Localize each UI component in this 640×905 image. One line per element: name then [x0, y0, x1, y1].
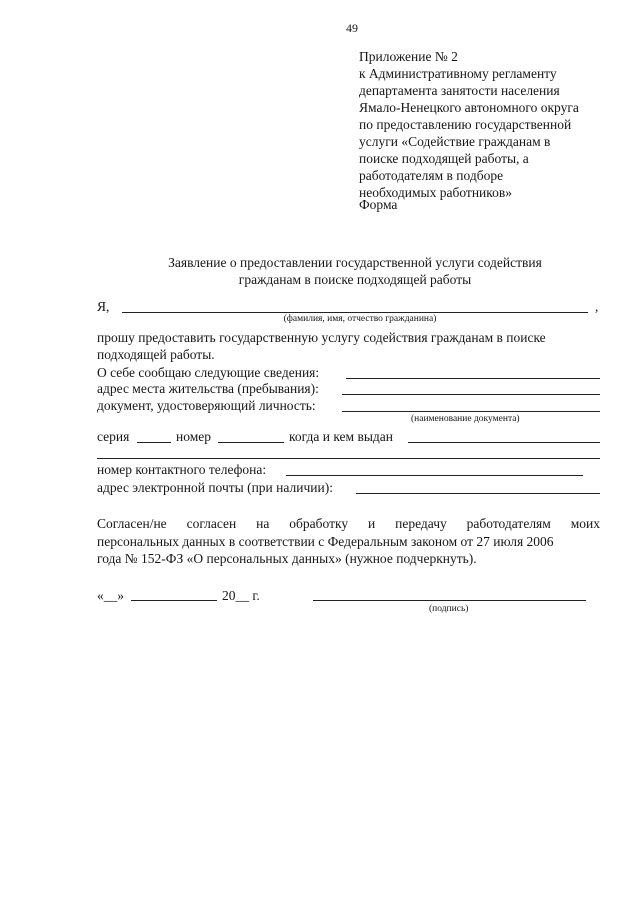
phone-field-line[interactable]: [286, 475, 583, 476]
form-label: Форма: [359, 197, 398, 212]
request-line2: подходящей работы.: [97, 347, 215, 362]
phone-label: номер контактного телефона:: [97, 462, 267, 477]
fio-caption: (фамилия, имя, отчество гражданина): [283, 314, 437, 324]
email-label: адрес электронной почты (при наличии):: [97, 480, 333, 495]
consent-word: обработку: [289, 516, 349, 531]
issued-label: когда и кем выдан: [289, 429, 393, 444]
appendix-line: услуги «Содействие гражданам в: [359, 134, 551, 149]
consent-word: Согласен/не: [97, 516, 167, 531]
address-label: адрес места жительства (пребывания):: [97, 381, 319, 396]
series-label: серия: [97, 429, 130, 444]
consent-line3: года № 152-ФЗ «О персональных данных» (нужное подчеркнуть).: [97, 551, 477, 566]
signature-field-line[interactable]: [313, 600, 586, 601]
consent-word: моих: [570, 516, 600, 531]
date-day: «__»: [97, 588, 124, 603]
appendix-line: департамента занятости населения: [359, 83, 560, 98]
document-label: документ, удостоверяющий личность:: [97, 398, 316, 413]
appendix-line: поиске подходящей работы, а: [359, 151, 529, 166]
consent-word: согласен: [186, 516, 237, 531]
document-field-line[interactable]: [342, 411, 600, 412]
request-line1: прошу предоставить государственную услугу содействия гражданам в поиске: [97, 330, 546, 345]
consent-word: и: [368, 516, 376, 531]
appendix-line: Приложение № 2: [359, 49, 458, 64]
appendix-line: Ямало-Ненецкого автономного округа: [359, 100, 579, 115]
number-field-line[interactable]: [218, 442, 284, 443]
consent-word: передачу: [395, 516, 447, 531]
date-year: 20__ г.: [222, 588, 260, 603]
document-title-line2: гражданам в поиске подходящей работы: [238, 272, 472, 287]
about-label: О себе сообщаю следующие сведения:: [97, 365, 320, 380]
fio-field-line[interactable]: [122, 312, 588, 313]
appendix-block: [359, 48, 579, 201]
issued-continuation-line[interactable]: [97, 458, 600, 459]
consent-word: на: [256, 516, 270, 531]
consent-word: работодателям: [466, 516, 551, 531]
document-caption: (наименование документа): [411, 414, 520, 424]
signature-caption: (подпись): [429, 604, 469, 614]
i-label: Я,: [97, 299, 110, 314]
appendix-line: необходимых работников»: [359, 185, 513, 200]
issued-field-line[interactable]: [408, 442, 600, 443]
consent-line1: [97, 516, 600, 532]
email-field-line[interactable]: [356, 493, 600, 494]
fio-comma: ,: [595, 299, 599, 314]
document-title-line1: Заявление о предоставлении государственной услуги содействия: [168, 255, 542, 270]
consent-line2: персональных данных в соответствии с Федеральным законом от 27 июля 2006: [97, 534, 554, 549]
appendix-line: по предоставлению государственной: [359, 117, 572, 132]
appendix-line: к Административному регламенту: [359, 66, 557, 81]
page-number: 49: [346, 21, 358, 35]
number-label: номер: [176, 429, 212, 444]
appendix-line: работодателям в подборе: [359, 168, 504, 183]
series-field-line[interactable]: [137, 442, 171, 443]
about-field-line[interactable]: [346, 378, 600, 379]
address-field-line[interactable]: [342, 394, 600, 395]
date-month-line[interactable]: [131, 600, 217, 601]
